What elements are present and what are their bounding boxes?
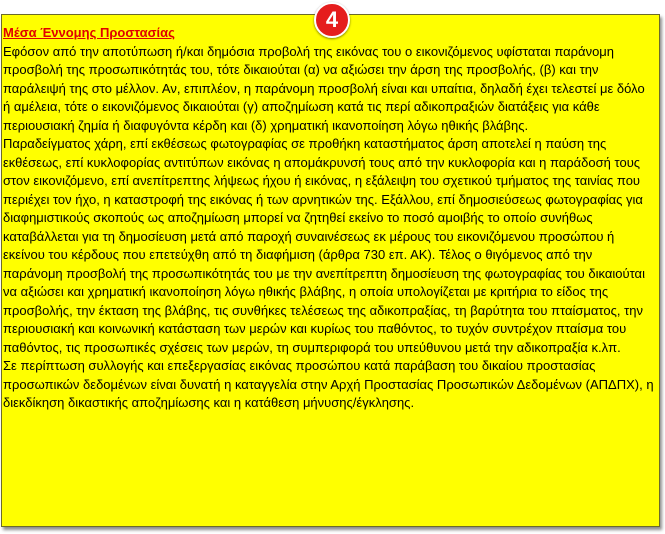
- step-number-badge: 4: [314, 2, 350, 38]
- paragraph-data-protection: Σε περίπτωση συλλογής και επεξεργασίας εικόνας προσώπου κατά παράβαση του δικαίου προστασίας προσωπικών δεδομένων είναι δυνατή η καταγγελία στην Αρχή Προστασίας Προσωπικών Δεδομένων (ΑΠΔΠΧ), η διεκδίκηση δικαστικής αποζημίωσης και η κατάθεση μήνυσης/έγκλησης.: [3, 358, 654, 410]
- paragraph-remedies: Εφόσον από την αποτύπωση ή/και δημόσια προβολή της εικόνας του ο εικονιζόμενος υφίσταται παράνομη προσβολή της προσωπικότητάς του, τότε δικαιούται (α) να αξιώσει την άρση της προσβολής, (β) και την παράλειψή της στο μέλλον. Αν, επιπλέον, η παράνομη προσβολή είναι και υπαίτια, δηλαδή έχει τελεστεί με δόλο ή αμέλεια, τότε ο εικονιζόμενος δικαιούται (γ) αποζημίωση κατά τις περί αδικοπραξιών διατάξεις για κάθε περιουσιακή ζημία ή διαφυγόντα κέρδη και (δ) χρηματική ικανοποίηση λόγω ηθικής βλάβης.: [3, 43, 645, 133]
- section-heading: Μέσα Έννομης Προστασίας: [3, 25, 175, 40]
- panel-content: [3, 24, 654, 413]
- paragraph-examples: Παραδείγματος χάρη, επί εκθέσεως φωτογραφίας σε προθήκη καταστήματος άρση αποτελεί η παύση της εκθέσεως, επί κυκλοφορίας αντιτύπων εικόνας η απομάκρυνσή τους από την κυκλοφορία και η παράδοσή τους στον εικονιζόμενο, επί ανεπίτρεπτης λήψεως ήχου ή εικόνας, η εξάλειψη του σχετικού τμήματος της ταινίας που περιέχει τον ήχο, η καταστροφή της εικόνας ή των αρνητικών της. Εξάλλου, επί δημοσιεύσεως φωτογραφίας για διαφημιστικούς σκοπούς ως αποζημίωση μπορεί να ζητηθεί εκείνο το ποσό αμοιβής το οποίο συνήθως καταβάλλεται για τη δημοσίευση μετά από παροχή συναινέσεως εκ μέρους του εικονιζόμενου προσώπου ή εκείνου του κέρδους που επετεύχθη από τη διαφήμιση (άρθρα 730 επ. ΑΚ). Τέλος ο θιγόμενος από την παράνομη προσβολή της προσωπικότητάς του με την ανεπίτρεπτη δημοσίευση της φωτογραφίας του δικαιούται να αξιώσει και χρηματική ικανοποίηση λόγω ηθικής βλάβης, η οποία υπολογίζεται με κριτήρια το είδος της προσβολής, την έκταση της βλάβης, τις συνθήκες τελέσεως της αδικοπραξίας, τη βαρύτητα του πταίσματος, την περιουσιακή και κοινωνική κατάσταση των μερών και κυρίως του παθόντος, το τυχόν συντρέχον πταίσμα του παθόντος, τις προσωπικές σχέσεις των μερών, τη συμπεριφορά του υπεύθυνου μετά την αδικοπραξία κ.λπ.: [3, 136, 645, 355]
